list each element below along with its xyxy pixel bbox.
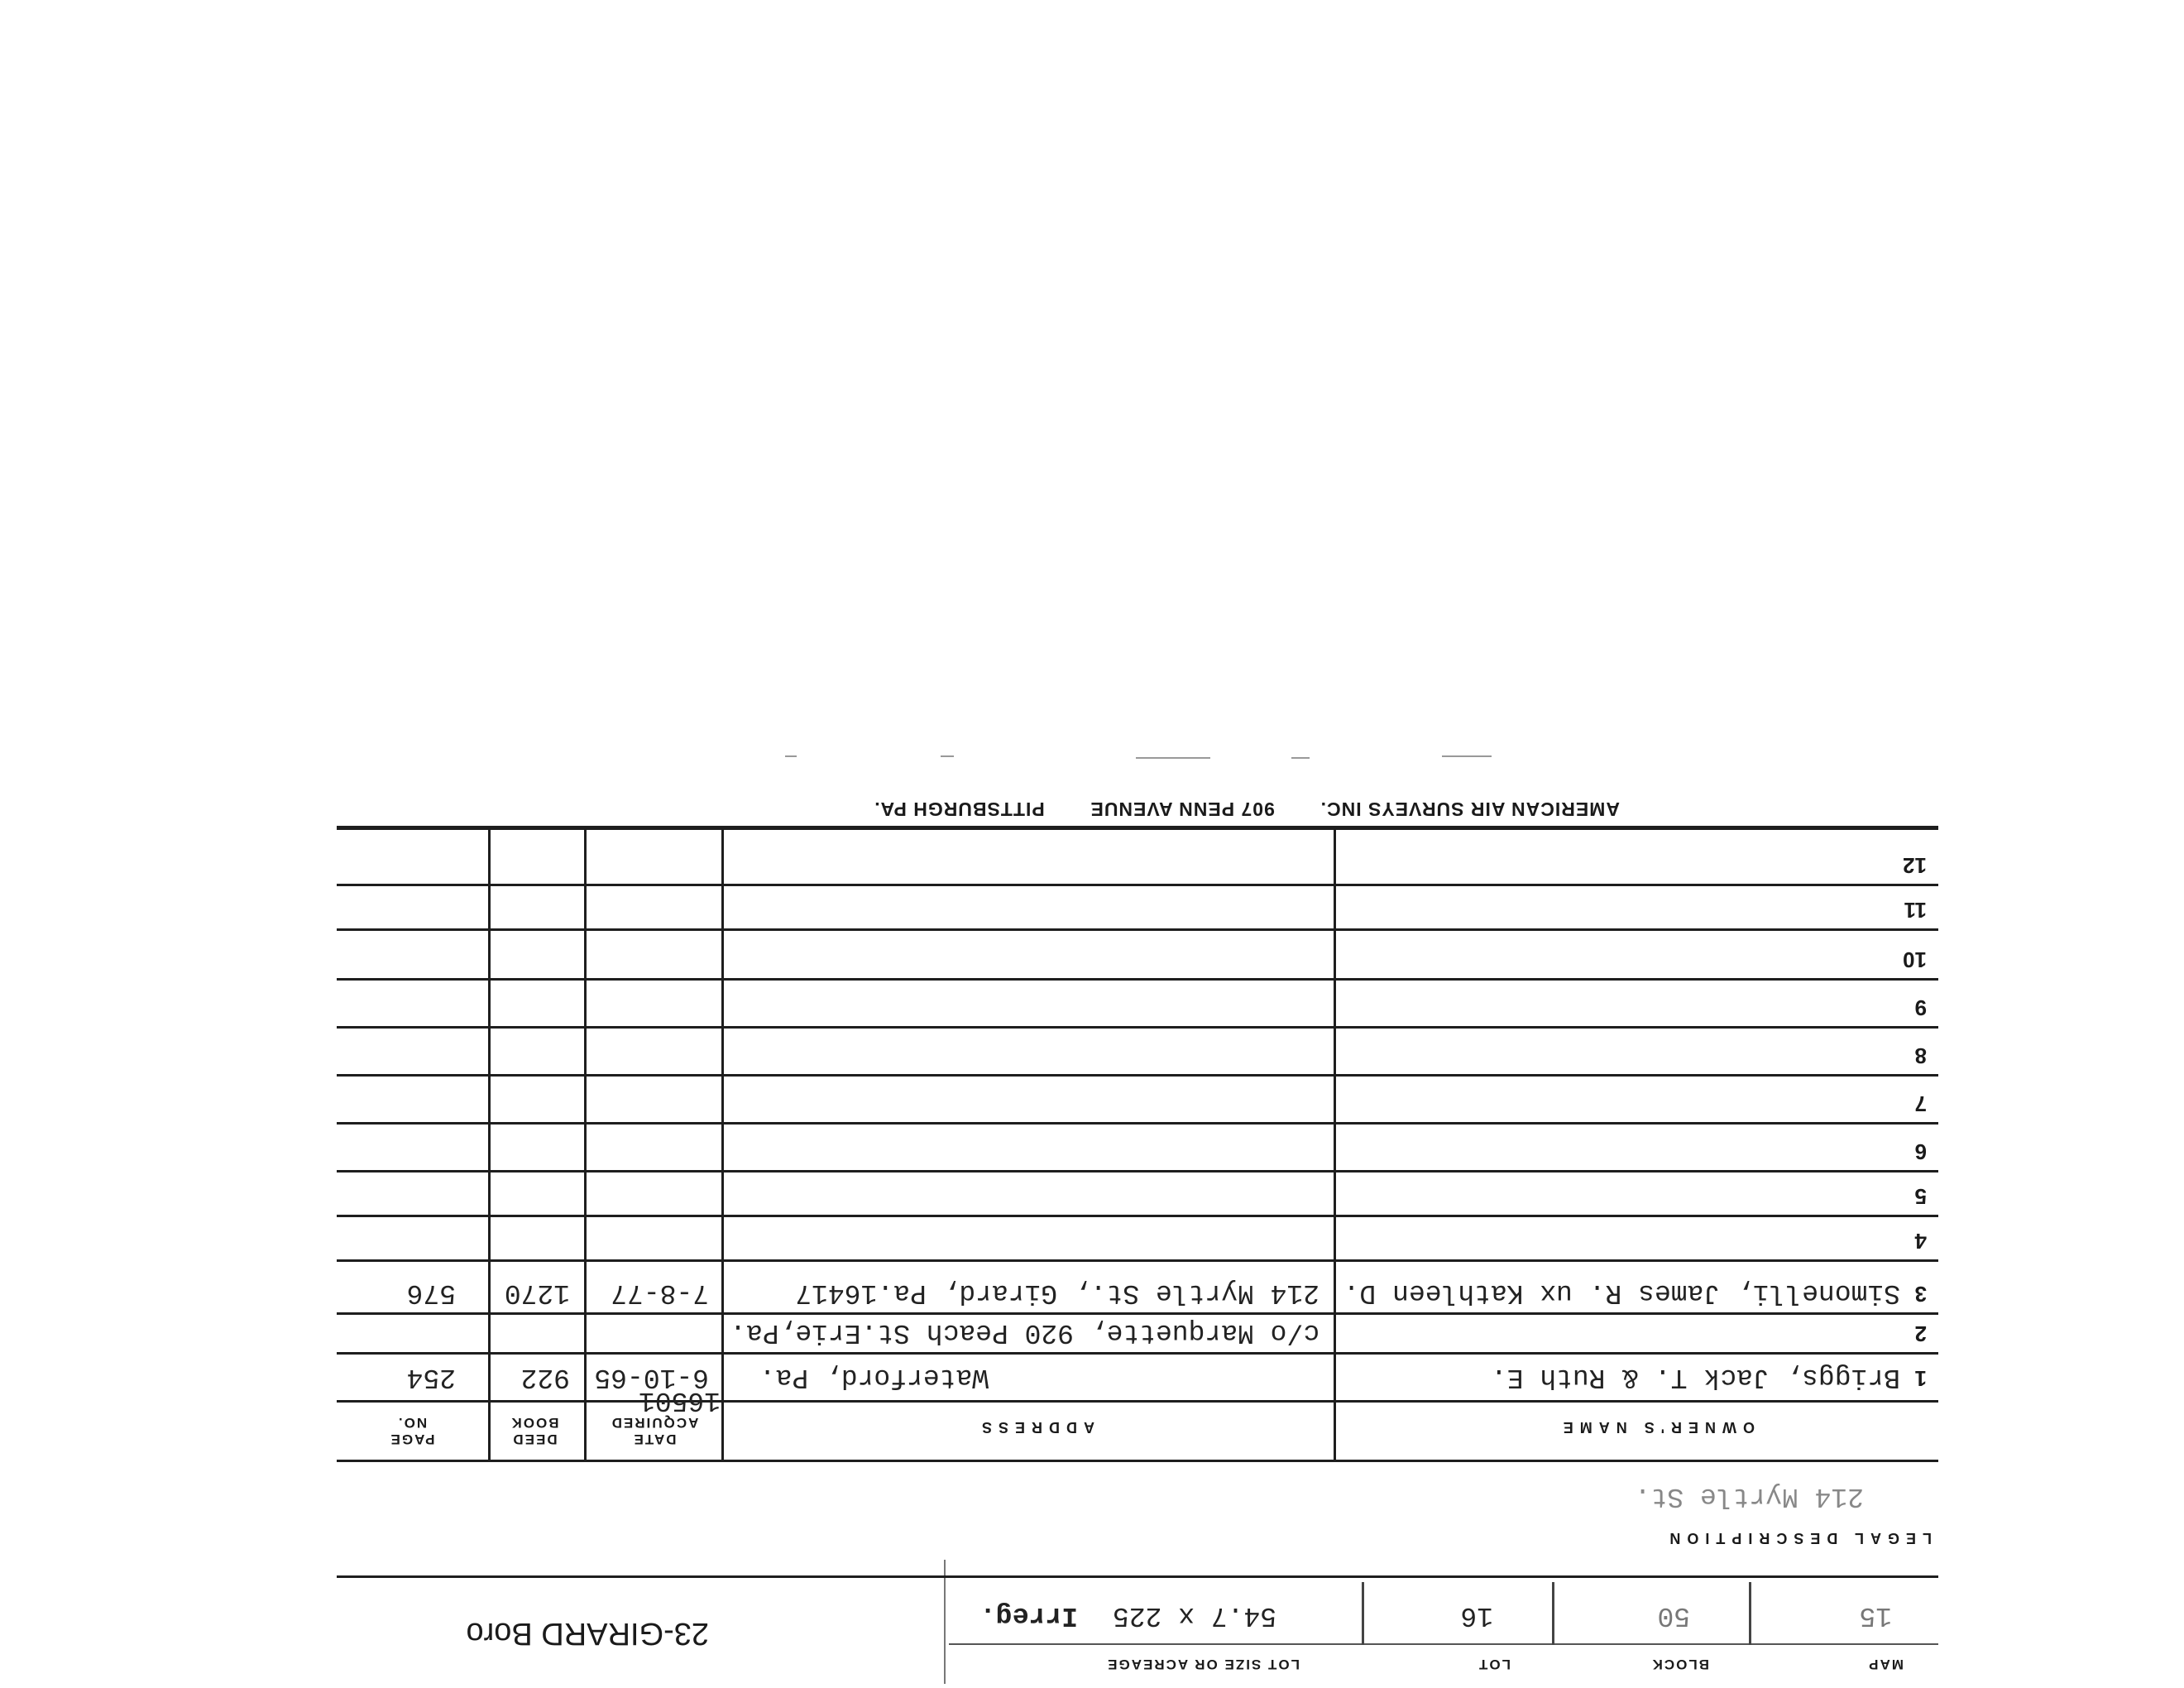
row-number: 7 xyxy=(1914,1091,1927,1116)
row-divider xyxy=(337,1215,1938,1217)
scan-mark xyxy=(941,755,954,757)
row-number: 4 xyxy=(1914,1229,1927,1254)
deed-book-cell: 922 xyxy=(520,1362,570,1393)
row-divider xyxy=(337,928,1938,931)
lot-size-divider xyxy=(1362,1582,1364,1645)
row-number: 1 xyxy=(1914,1366,1927,1391)
date-header-line1: DATE xyxy=(632,1431,677,1447)
row-divider xyxy=(337,1074,1938,1077)
table-bottom-rule xyxy=(337,826,1938,828)
row-number: 3 xyxy=(1914,1282,1927,1307)
lot-size-note: Irreg. xyxy=(979,1600,1078,1631)
row-number: 2 xyxy=(1914,1321,1927,1346)
address-cell: c/o Marquette, 920 Peach St.Erie,Pa. xyxy=(730,1317,1320,1348)
row-number: 6 xyxy=(1914,1139,1927,1164)
row-divider xyxy=(337,1122,1938,1125)
header-divider xyxy=(949,1643,1938,1645)
address-date-divider xyxy=(721,829,724,1462)
row-divider xyxy=(337,1026,1938,1029)
owner-name-cell: Simonelli, James R. ux Kathleen D. xyxy=(1343,1278,1900,1308)
lot-size-value: 54.7 x 225 xyxy=(1112,1600,1276,1631)
book-header-line2: BOOK xyxy=(510,1415,559,1431)
date-header-line2: ACQUIRED xyxy=(610,1415,699,1431)
scan-mark xyxy=(1136,757,1210,759)
row-number: 5 xyxy=(1914,1184,1927,1209)
block-label: BLOCK xyxy=(1650,1657,1709,1672)
row-number: 11 xyxy=(1904,898,1927,923)
address-column-header: ADDRESS xyxy=(975,1419,1094,1436)
row-number: 9 xyxy=(1914,995,1927,1020)
legal-description-label: LEGAL DESCRIPTION xyxy=(1663,1530,1932,1547)
page-header-line1: PAGE xyxy=(389,1431,435,1447)
row-divider xyxy=(337,884,1938,886)
map-value: 15 xyxy=(1859,1600,1892,1631)
company-city: PITTSBURGH PA. xyxy=(874,798,1045,820)
table-top-rule xyxy=(337,1460,1938,1462)
property-record-card xyxy=(337,739,1938,1684)
header-bottom-rule xyxy=(337,1575,1938,1578)
date-acquired-cell: 6-10-65 xyxy=(594,1362,709,1393)
lot-label: LOT xyxy=(1478,1657,1511,1672)
row-number: 8 xyxy=(1914,1043,1927,1068)
row-divider xyxy=(337,1312,1938,1315)
scan-mark xyxy=(1442,755,1492,757)
scan-mark xyxy=(785,755,797,757)
date-acquired-cell: 7-8-77 xyxy=(611,1278,709,1308)
legal-description-value: 214 Myrtle St. xyxy=(1634,1481,1864,1512)
page-no-header xyxy=(346,1414,478,1447)
map-label: MAP xyxy=(1867,1657,1904,1672)
table-header-rule xyxy=(337,1400,1938,1403)
municipality-name: 23-GIRARD Boro xyxy=(466,1616,709,1651)
row-divider xyxy=(337,1259,1938,1262)
owner-column-header: OWNER'S NAME xyxy=(1556,1419,1755,1436)
owner-address-divider xyxy=(1334,829,1336,1462)
row-number: 12 xyxy=(1903,853,1927,878)
scan-mark xyxy=(1291,757,1310,759)
company-name: AMERICAN AIR SURVEYS INC. xyxy=(1320,798,1620,820)
address-zip-cell: 16501 xyxy=(638,1385,721,1416)
header-right-divider xyxy=(944,1560,946,1684)
lot-value: 16 xyxy=(1460,1600,1493,1631)
company-imprint xyxy=(874,798,1620,820)
book-page-divider xyxy=(488,829,491,1462)
row-divider xyxy=(337,978,1938,981)
date-acquired-header xyxy=(588,1414,721,1447)
address-cell: Waterford, Pa. xyxy=(759,1362,989,1393)
page-no-cell: 254 xyxy=(406,1362,456,1393)
row-divider xyxy=(337,1352,1938,1355)
row-divider xyxy=(337,1170,1938,1172)
deed-book-cell: 1270 xyxy=(504,1278,570,1308)
owner-name-cell: Briggs, Jack T. & Ruth E. xyxy=(1490,1362,1900,1393)
company-street: 907 PENN AVENUE xyxy=(1090,798,1275,820)
address-cell: 214 Myrtle St., Girard, Pa.16417 xyxy=(795,1278,1320,1308)
page-header-line2: NO. xyxy=(396,1415,428,1431)
block-lot-divider xyxy=(1552,1582,1554,1645)
lot-size-label: LOT SIZE OR ACREAGE xyxy=(1106,1657,1300,1672)
deed-book-header xyxy=(489,1414,580,1447)
block-value: 50 xyxy=(1657,1600,1690,1631)
row-number: 10 xyxy=(1903,947,1927,972)
date-book-divider xyxy=(584,829,587,1462)
page-no-cell: 576 xyxy=(406,1278,456,1308)
book-header-line1: DEED xyxy=(511,1431,558,1447)
map-block-divider xyxy=(1749,1582,1751,1645)
